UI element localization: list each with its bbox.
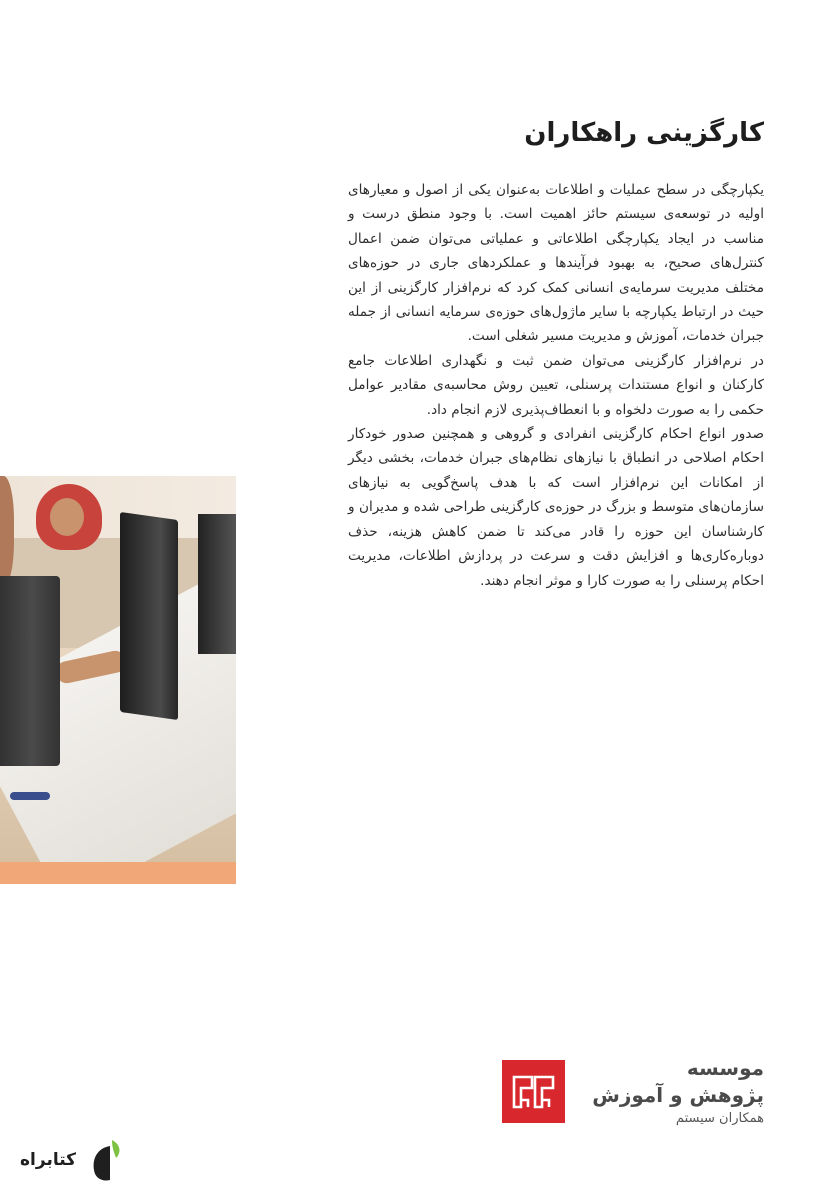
body-text — [348, 178, 764, 593]
ketabrah-leaf-icon — [88, 1140, 124, 1184]
publisher-logo — [20, 1140, 124, 1184]
publisher-name: کتابراه — [20, 1150, 77, 1170]
institute-name — [564, 1054, 764, 1130]
page-title: کارگزینی راهکاران — [524, 118, 764, 148]
paragraph-3: صدور انواع احکام کارگزینی انفرادی و گروهی و همچنین صدور خودکار احکام اصلاحی در انطباق با نیازهای نظام‌های جبران خدمات، بخشی دیگر از امکانات این نرم‌افزار است که با هدف پاسخ‌گویی به نیازهای سازمان‌های متوسط و بزرگ در حوزه‌ی کارگزینی طراحی شده و مدیران و کارشناسان این حوزه را قادر می‌کند تا ضمن کاهش هزینه، حذف دوباره‌کاری‌ها و افزایش دقت و سرعت در پردازش اطلاعات، مدیریت احکام پرسنلی را به صورت کارا و موثر انجام دهند. — [348, 426, 764, 589]
institute-name-line3: همکاران سیستم — [675, 1111, 764, 1126]
institute-logo-icon — [502, 1060, 565, 1123]
accent-bar — [0, 862, 236, 884]
office-photo — [0, 476, 236, 862]
institute-name-line2: پژوهش و آموزش — [592, 1083, 764, 1107]
institute-name-line1: موسسه — [686, 1056, 764, 1080]
paragraph-1: یکپارچگی در سطح عملیات و اطلاعات به‌عنوان یکی از اصول و معیارهای اولیه در توسعه‌ی سیستم حائز اهمیت است. با وجود منطق درست و مناسب در ایجاد یکپارچگی اطلاعاتی و عملیاتی می‌توان ضمن اعمال کنترل‌های صحیح، به بهبود فرآیندها و عملکردهای جاری در حوزه‌های مختلف مدیریت سرمایه‌ی انسانی کمک کرد که نرم‌افزار کارگزینی از این حیث در ارتباط یکپارچه با سایر ماژول‌های حوزه‌ی سرمایه انسانی از جمله جبران خدمات، آموزش و مدیریت مسیر شغلی است. — [348, 182, 764, 345]
paragraph-2: در نرم‌افزار کارگزینی می‌توان ضمن ثبت و نگهداری اطلاعات جامع کارکنان و انواع مستندات پرسنلی، تعیین روش محاسبه‌ی مقادیر عوامل حکمی را به صورت دلخواه و با انعطاف‌پذیری لازم انجام داد. — [348, 352, 764, 418]
